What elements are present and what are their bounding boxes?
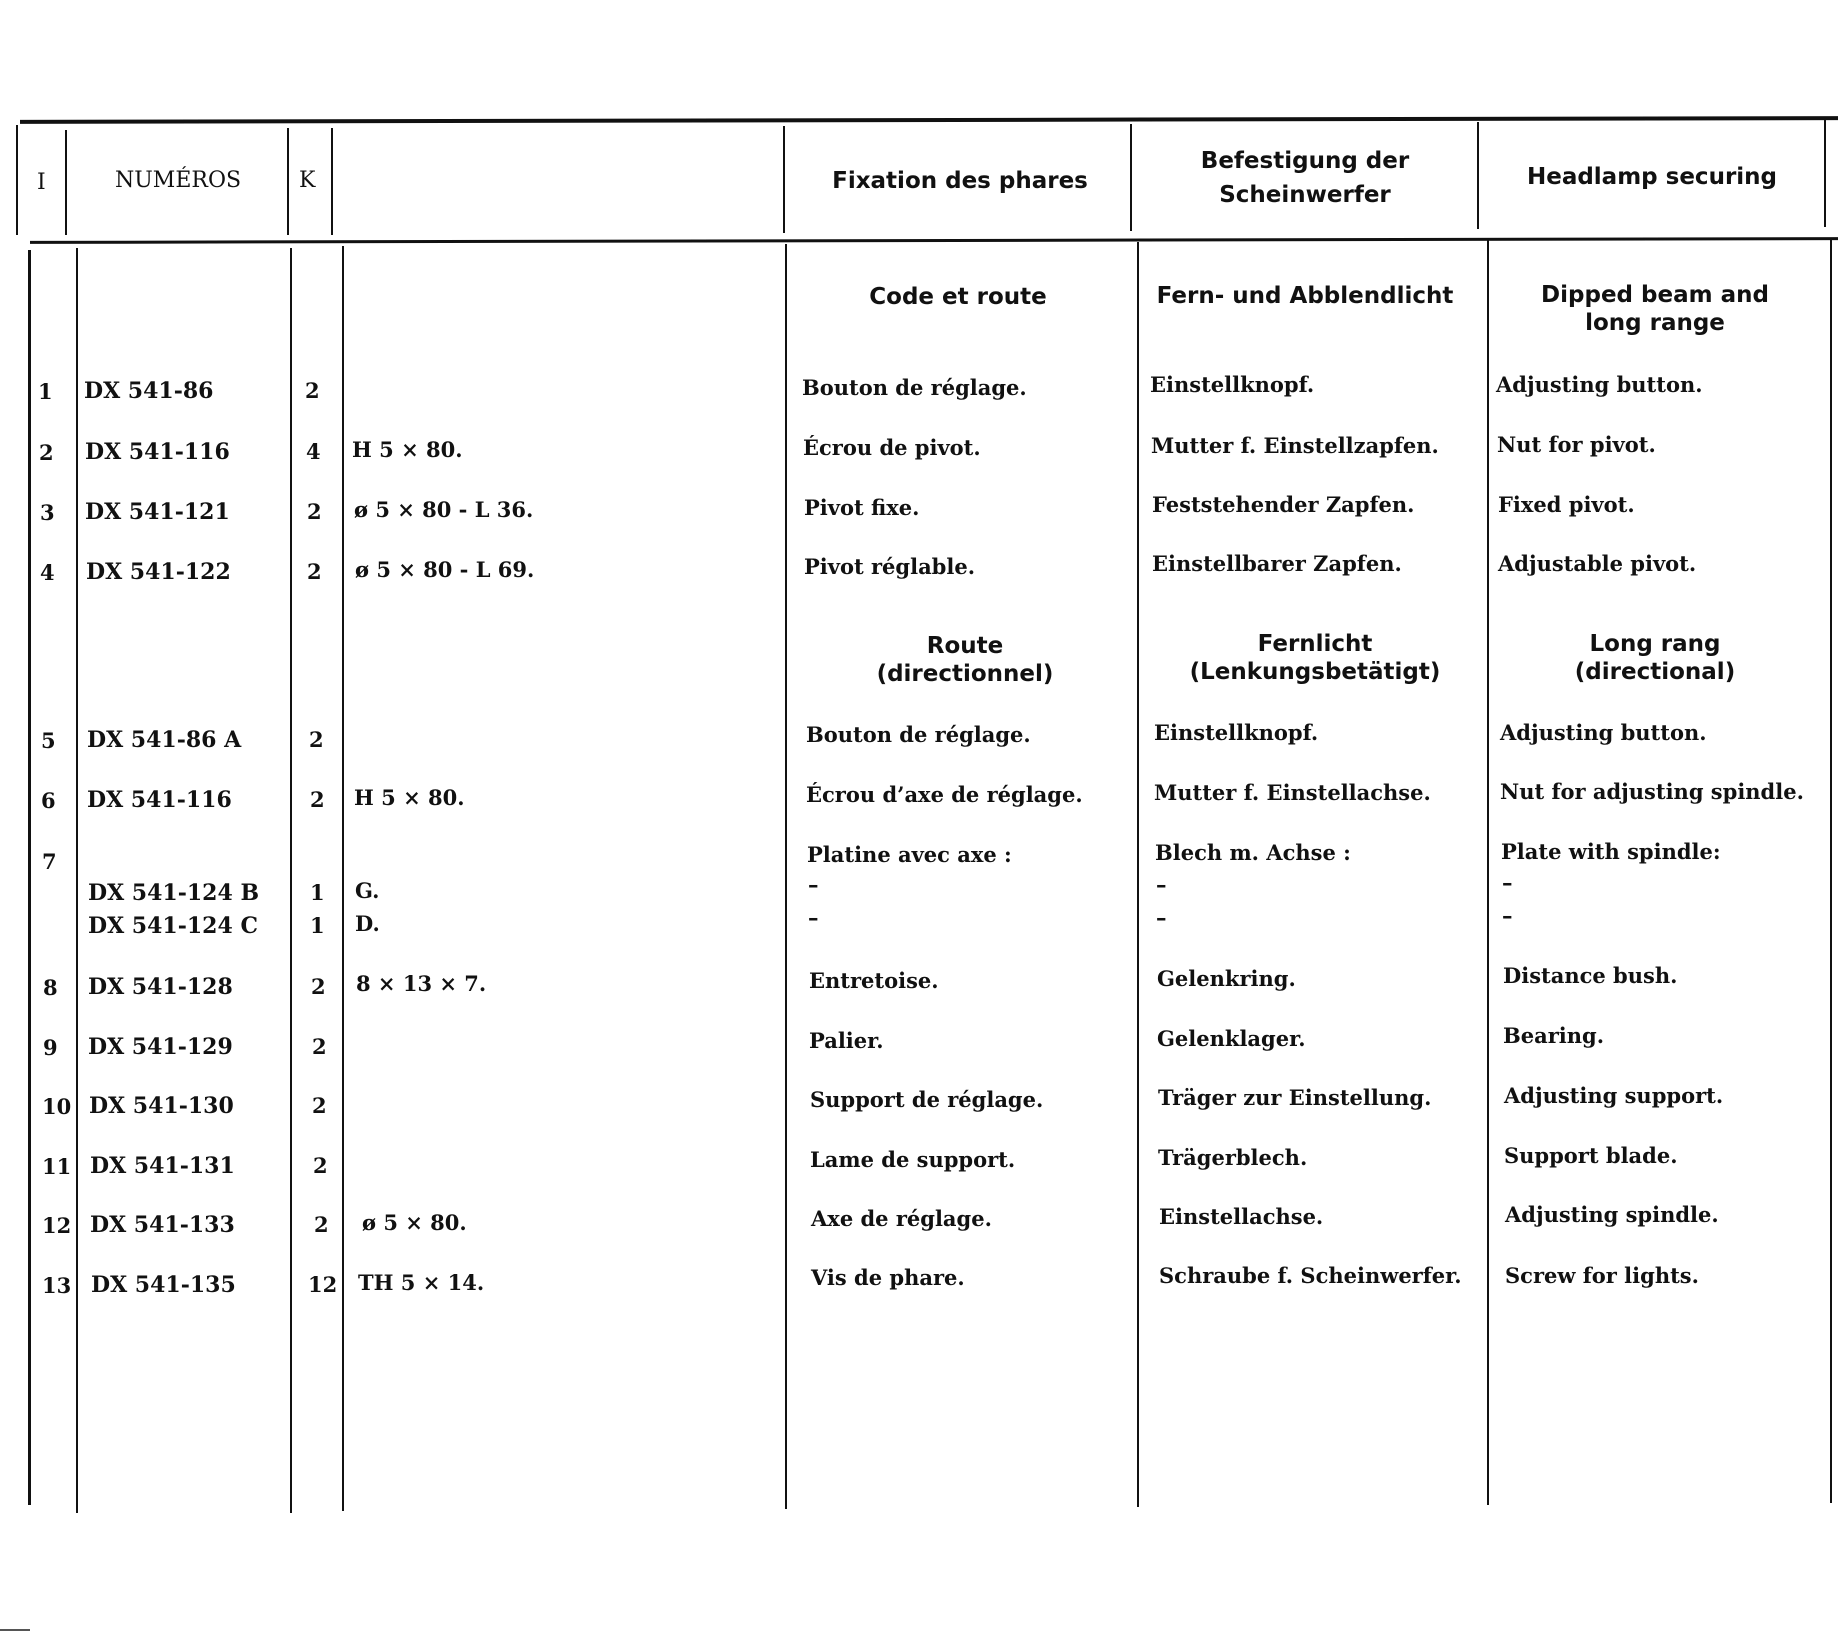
row-7b-number: DX 541-124 B (88, 880, 260, 906)
row-8-qty: 2 (311, 974, 326, 999)
row-4-number: DX 541-122 (86, 559, 231, 585)
top-rule (20, 116, 1838, 124)
row-7c-number: DX 541-124 C (88, 913, 258, 939)
header-english: Headlamp securing (1526, 164, 1778, 190)
row-3-de: Feststehender Zapfen. (1152, 492, 1415, 517)
header-german: Befestigung der Scheinwerfer (1200, 148, 1410, 208)
row-7c-en: – (1502, 903, 1513, 928)
row-6-index: 6 (41, 788, 56, 813)
body-divider-6 (1487, 240, 1489, 1505)
row-5-de: Einstellknopf. (1154, 720, 1319, 745)
row-13-dim: TH 5 × 14. (358, 1270, 485, 1295)
row-11-qty: 2 (313, 1153, 328, 1178)
row-3-index: 3 (40, 500, 55, 525)
header-index: I (37, 170, 46, 195)
row-12-index: 12 (42, 1213, 72, 1238)
header-divider-5 (1130, 124, 1132, 231)
row-6-qty: 2 (310, 787, 325, 812)
header-divider-6 (1477, 122, 1479, 229)
row-2-number: DX 541-116 (85, 439, 230, 465)
row-2-de: Mutter f. Einstellzapfen. (1151, 433, 1439, 458)
section-heading-de: Fern- und Abblendlicht (1156, 283, 1454, 309)
row-10-qty: 2 (312, 1093, 327, 1118)
row-9-fr: Palier. (809, 1028, 884, 1053)
row-2-fr: Écrou de pivot. (803, 435, 981, 460)
body-divider-4 (785, 244, 787, 1509)
row-7b-qty: 1 (310, 880, 325, 905)
row-12-qty: 2 (314, 1212, 329, 1237)
row-13-number: DX 541-135 (91, 1272, 236, 1298)
row-9-de: Gelenklager. (1157, 1026, 1306, 1051)
row-13-index: 13 (42, 1273, 72, 1298)
row-7b-fr: – (808, 872, 819, 897)
header-divider-right (1824, 120, 1826, 227)
row-10-de: Träger zur Einstellung. (1158, 1085, 1432, 1110)
row-4-qty: 2 (307, 559, 322, 584)
row-3-number: DX 541-121 (85, 499, 230, 525)
header-divider-3 (331, 128, 333, 235)
row-6-dim: H 5 × 80. (354, 785, 465, 810)
body-divider-left (28, 250, 31, 1505)
section2-heading-de: Fernlicht (Lenkungsbetätigt) (1189, 631, 1441, 685)
header-divider-1 (65, 130, 67, 235)
row-4-dim: ø 5 × 80 - L 69. (355, 557, 535, 582)
row-4-index: 4 (40, 560, 55, 585)
section2-heading-en: Long rang (directional) (1574, 631, 1736, 685)
row-12-fr: Axe de réglage. (811, 1206, 992, 1231)
row-8-number: DX 541-128 (88, 974, 233, 1000)
row-6-fr: Écrou d’axe de réglage. (806, 782, 1083, 807)
row-12-en: Adjusting spindle. (1505, 1202, 1719, 1227)
header-qty: K (299, 168, 316, 193)
body-divider-right (1830, 238, 1832, 1503)
row-7-index: 7 (42, 849, 57, 874)
row-12-dim: ø 5 × 80. (362, 1210, 467, 1235)
row-13-de: Schraube f. Scheinwerfer. (1159, 1263, 1462, 1288)
row-7-fr: Platine avec axe : (807, 842, 1012, 867)
row-13-fr: Vis de phare. (811, 1265, 965, 1290)
row-10-number: DX 541-130 (89, 1093, 234, 1119)
row-10-en: Adjusting support. (1504, 1083, 1724, 1108)
row-7b-dim: G. (355, 878, 380, 903)
row-3-en: Fixed pivot. (1498, 492, 1635, 517)
row-5-qty: 2 (309, 727, 324, 752)
row-11-en: Support blade. (1504, 1143, 1678, 1168)
row-3-dim: ø 5 × 80 - L 36. (354, 497, 534, 522)
row-13-qty: 12 (308, 1272, 338, 1297)
body-divider-2 (290, 248, 292, 1513)
row-6-en: Nut for adjusting spindle. (1500, 779, 1804, 804)
row-7b-de: – (1156, 872, 1167, 897)
row-1-de: Einstellknopf. (1150, 372, 1315, 397)
row-7-de: Blech m. Achse : (1155, 840, 1351, 865)
row-7-en: Plate with spindle: (1501, 839, 1721, 864)
row-7c-fr: – (808, 905, 819, 930)
header-divider-4 (783, 126, 785, 233)
row-7c-dim: D. (355, 911, 380, 936)
row-5-number: DX 541-86 A (87, 727, 242, 753)
row-13-en: Screw for lights. (1505, 1263, 1699, 1288)
header-divider-2 (287, 128, 289, 235)
section-heading-fr: Code et route (869, 284, 1047, 310)
header-divider-left (16, 125, 18, 235)
row-8-fr: Entretoise. (809, 968, 939, 993)
section2-heading-fr: Route (directionnel) (876, 633, 1054, 687)
row-10-fr: Support de réglage. (810, 1087, 1044, 1112)
row-11-de: Trägerblech. (1158, 1145, 1308, 1170)
header-french: Fixation des phares (832, 168, 1088, 194)
body-divider-5 (1137, 242, 1139, 1507)
row-8-de: Gelenkring. (1157, 966, 1296, 991)
row-9-index: 9 (43, 1035, 58, 1060)
row-1-fr: Bouton de réglage. (802, 375, 1027, 400)
row-6-de: Mutter f. Einstellachse. (1154, 780, 1431, 805)
row-4-en: Adjustable pivot. (1498, 551, 1697, 576)
header-numbers: NUMÉROS (115, 168, 242, 193)
row-2-en: Nut for pivot. (1497, 432, 1656, 457)
row-4-fr: Pivot réglable. (804, 554, 976, 579)
row-11-index: 11 (42, 1154, 72, 1179)
row-6-number: DX 541-116 (87, 787, 232, 813)
row-12-number: DX 541-133 (90, 1212, 235, 1238)
row-5-fr: Bouton de réglage. (806, 722, 1031, 747)
body-divider-3 (342, 246, 344, 1511)
row-8-index: 8 (43, 975, 58, 1000)
row-2-qty: 4 (306, 439, 321, 464)
section-heading-en: Dipped beam and long range (1541, 282, 1769, 336)
row-9-en: Bearing. (1503, 1023, 1605, 1048)
row-10-index: 10 (42, 1094, 72, 1119)
row-4-de: Einstellbarer Zapfen. (1152, 551, 1402, 576)
row-5-index: 5 (41, 728, 56, 753)
row-1-qty: 2 (305, 378, 320, 403)
row-3-fr: Pivot fixe. (804, 495, 920, 520)
body-divider-1 (76, 248, 78, 1513)
row-5-en: Adjusting button. (1500, 720, 1707, 745)
row-2-dim: H 5 × 80. (352, 437, 463, 462)
row-1-index: 1 (38, 379, 53, 404)
row-7c-de: – (1156, 905, 1167, 930)
row-7c-qty: 1 (310, 913, 325, 938)
row-9-number: DX 541-129 (88, 1034, 233, 1060)
row-11-fr: Lame de support. (810, 1147, 1016, 1172)
row-2-index: 2 (39, 440, 54, 465)
row-9-qty: 2 (312, 1034, 327, 1059)
row-3-qty: 2 (307, 499, 322, 524)
row-8-dim: 8 × 13 × 7. (356, 971, 487, 996)
row-1-en: Adjusting button. (1496, 372, 1703, 397)
row-1-number: DX 541-86 (84, 378, 214, 404)
row-11-number: DX 541-131 (90, 1153, 235, 1179)
row-12-de: Einstellachse. (1159, 1204, 1324, 1229)
row-8-en: Distance bush. (1503, 963, 1678, 988)
bottom-edge-mark (0, 1629, 30, 1631)
header-bottom-rule (30, 237, 1838, 244)
row-7b-en: – (1502, 870, 1513, 895)
